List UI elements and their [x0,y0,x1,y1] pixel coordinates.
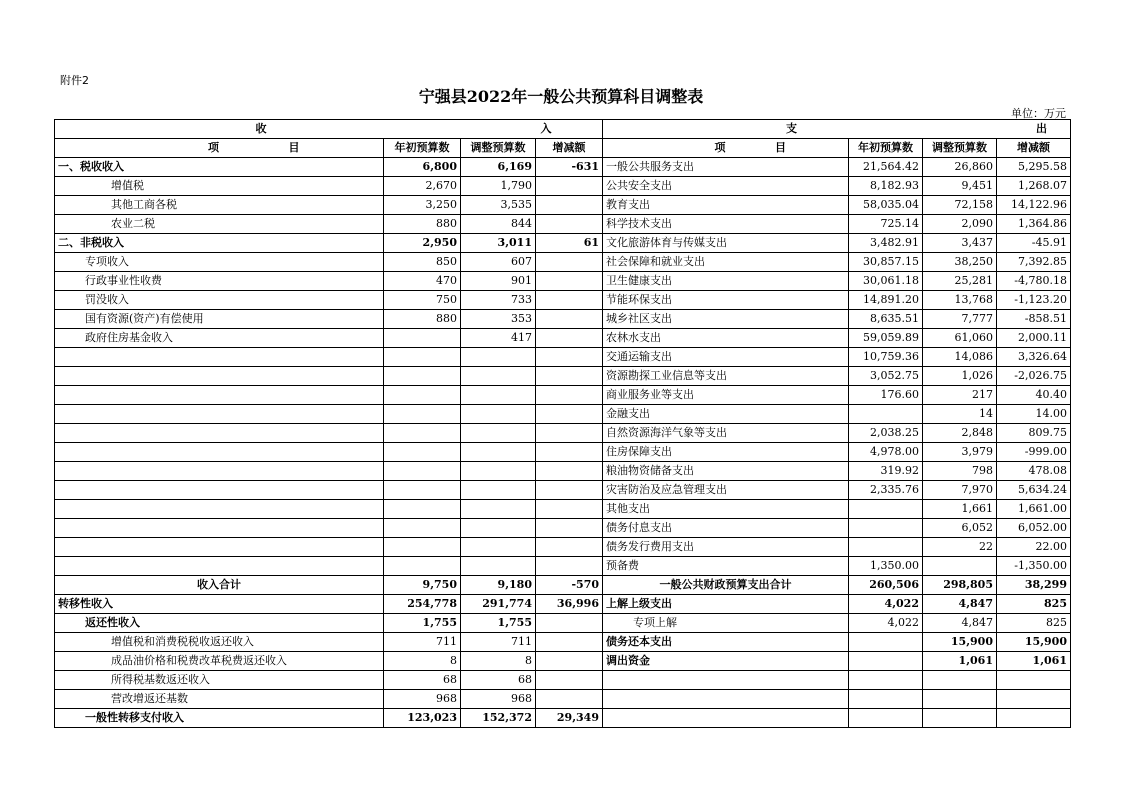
table-row [55,481,1071,500]
income-initial-header: 年初预算数 [384,139,461,158]
expense-initial [849,405,923,424]
income-label-2: 入 [540,122,552,135]
expense-adjusted [923,557,997,576]
expense-adjusted: 38,250 [923,253,997,272]
expense-initial: 4,022 [849,595,923,614]
expense-change [997,690,1071,709]
income-adjusted [461,557,536,576]
expense-item: 债务还本支出 [603,633,849,652]
income-initial: 123,023 [384,709,461,728]
expense-change: -858.51 [997,310,1071,329]
expense-change: 825 [997,595,1071,614]
income-initial: 68 [384,671,461,690]
table-row [55,158,1071,177]
expense-change: 14.00 [997,405,1071,424]
income-item [55,443,384,462]
income-item: 增值税 [55,177,384,196]
income-item: 政府住房基金收入 [55,329,384,348]
expense-label-2: 出 [1036,122,1047,135]
expense-adjusted: 9,451 [923,177,997,196]
expense-item: 文化旅游体育与传媒支出 [603,234,849,253]
expense-adjusted: 217 [923,386,997,405]
expense-initial: 10,759.36 [849,348,923,367]
income-adjusted: 3,011 [461,234,536,253]
expense-adjusted: 6,052 [923,519,997,538]
expense-item: 调出资金 [603,652,849,671]
income-item [55,462,384,481]
expense-adjusted: 298,805 [923,576,997,595]
income-initial: 880 [384,310,461,329]
income-change: 29,349 [536,709,603,728]
expense-adjusted: 2,848 [923,424,997,443]
income-initial [384,519,461,538]
income-initial [384,462,461,481]
income-adjusted [461,348,536,367]
expense-initial: 3,482.91 [849,234,923,253]
expense-item [603,671,849,690]
table-row [55,576,1071,595]
expense-item: 社会保障和就业支出 [603,253,849,272]
income-adjusted: 844 [461,215,536,234]
income-item [55,538,384,557]
expense-item: 其他支出 [603,500,849,519]
expense-initial: 2,335.76 [849,481,923,500]
income-change [536,367,603,386]
income-item: 转移性收入 [55,595,384,614]
table-row [55,196,1071,215]
table-row [55,272,1071,291]
expense-initial: 725.14 [849,215,923,234]
income-change [536,272,603,291]
income-adjusted: 1,755 [461,614,536,633]
income-initial: 2,950 [384,234,461,253]
income-adjusted [461,500,536,519]
expense-initial [849,690,923,709]
income-adjusted [461,538,536,557]
expense-adjusted: 14 [923,405,997,424]
expense-initial: 21,564.42 [849,158,923,177]
income-initial: 711 [384,633,461,652]
income-adjusted [461,481,536,500]
income-change [536,462,603,481]
income-initial: 1,755 [384,614,461,633]
expense-item-header [603,139,849,158]
table-row [55,614,1071,633]
expense-change: 40.40 [997,386,1071,405]
income-item: 一、税收收入 [55,158,384,177]
expense-item: 科学技术支出 [603,215,849,234]
expense-change: 2,000.11 [997,329,1071,348]
expense-initial: 2,038.25 [849,424,923,443]
page-title: 宁强县2022年一般公共预算科目调整表 [418,87,704,106]
expense-adjusted [923,690,997,709]
expense-adjusted [923,709,997,728]
expense-adjusted: 3,437 [923,234,997,253]
income-item [55,500,384,519]
income-change [536,215,603,234]
income-change [536,538,603,557]
income-adjusted: 8 [461,652,536,671]
expense-change: 3,326.64 [997,348,1071,367]
expense-change [997,709,1071,728]
income-adjusted: 607 [461,253,536,272]
table-row [55,405,1071,424]
income-item [55,557,384,576]
income-item [55,367,384,386]
expense-adjusted: 2,090 [923,215,997,234]
income-adjusted [461,443,536,462]
income-change [536,253,603,272]
income-item: 增值税和消费税税收返还收入 [55,633,384,652]
expense-item: 资源勘探工业信息等支出 [603,367,849,386]
income-initial: 254,778 [384,595,461,614]
income-adjusted: 68 [461,671,536,690]
expense-adjusted: 72,158 [923,196,997,215]
income-item: 专项收入 [55,253,384,272]
expense-item [603,709,849,728]
income-change [536,652,603,671]
income-change [536,671,603,690]
income-adjusted: 3,535 [461,196,536,215]
expense-initial-header: 年初预算数 [849,139,923,158]
expense-item: 城乡社区支出 [603,310,849,329]
table-row [55,348,1071,367]
income-item: 国有资源(资产)有偿使用 [55,310,384,329]
table-row [55,519,1071,538]
income-change [536,348,603,367]
income-initial: 968 [384,690,461,709]
table-row [55,234,1071,253]
expense-adjusted: 4,847 [923,595,997,614]
expense-adjusted: 15,900 [923,633,997,652]
expense-change: 38,299 [997,576,1071,595]
expense-item: 预备费 [603,557,849,576]
income-item-header [55,139,384,158]
expense-change: -1,350.00 [997,557,1071,576]
expense-change [997,671,1071,690]
expense-adjusted: 22 [923,538,997,557]
expense-item: 灾害防治及应急管理支出 [603,481,849,500]
expense-item: 商业服务业等支出 [603,386,849,405]
expense-item: 债务发行费用支出 [603,538,849,557]
expense-adjusted: 25,281 [923,272,997,291]
expense-initial: 3,052.75 [849,367,923,386]
income-item [55,424,384,443]
income-change: -570 [536,576,603,595]
header-row-columns [55,139,1071,158]
expense-item: 公共安全支出 [603,177,849,196]
table-row [55,690,1071,709]
table-row [55,424,1071,443]
income-adjusted: 417 [461,329,536,348]
item-label-2: 目 [288,141,300,154]
table-row [55,310,1071,329]
expense-item: 上解上级支出 [603,595,849,614]
income-initial: 470 [384,272,461,291]
expense-adjusted: 13,768 [923,291,997,310]
income-adjusted [461,405,536,424]
expense-initial: 14,891.20 [849,291,923,310]
table-row [55,367,1071,386]
income-initial: 3,250 [384,196,461,215]
income-item: 成品油价格和税费改革税费返还收入 [55,652,384,671]
expense-adjusted: 14,086 [923,348,997,367]
expense-initial [849,633,923,652]
unit-label: 单位：万元 [1011,107,1066,120]
table-row [55,671,1071,690]
expense-adjusted: 7,970 [923,481,997,500]
income-change [536,196,603,215]
income-initial [384,367,461,386]
expense-adjusted [923,671,997,690]
expense-initial [849,671,923,690]
expense-item: 粮油物资储备支出 [603,462,849,481]
expense-initial [849,519,923,538]
expense-adjusted-header: 调整预算数 [923,139,997,158]
table-row [55,215,1071,234]
income-adjusted: 291,774 [461,595,536,614]
expense-change: 7,392.85 [997,253,1071,272]
table-row [55,652,1071,671]
income-initial [384,405,461,424]
income-change: 61 [536,234,603,253]
item-label-1: 项 [714,141,726,154]
income-item: 二、非税收入 [55,234,384,253]
income-item: 行政事业性收费 [55,272,384,291]
expense-change: 809.75 [997,424,1071,443]
budget-table [54,119,1071,728]
expense-initial [849,709,923,728]
expense-adjusted: 1,661 [923,500,997,519]
income-change [536,310,603,329]
expense-item: 专项上解 [603,614,849,633]
expense-item: 债务付息支出 [603,519,849,538]
income-adjusted: 6,169 [461,158,536,177]
income-initial [384,424,461,443]
table-row [55,291,1071,310]
expense-item: 卫生健康支出 [603,272,849,291]
income-initial: 9,750 [384,576,461,595]
income-item: 营改增返还基数 [55,690,384,709]
income-adjusted: 152,372 [461,709,536,728]
table-row [55,595,1071,614]
expense-change: -2,026.75 [997,367,1071,386]
income-initial: 8 [384,652,461,671]
income-initial: 850 [384,253,461,272]
table-row [55,443,1071,462]
income-initial [384,481,461,500]
income-change [536,500,603,519]
expense-change: 825 [997,614,1071,633]
table-row [55,500,1071,519]
income-change: -631 [536,158,603,177]
income-initial [384,329,461,348]
income-item [55,405,384,424]
expense-section-header [603,120,1071,139]
income-adjusted: 353 [461,310,536,329]
income-item: 罚没收入 [55,291,384,310]
expense-item [603,690,849,709]
item-label-2: 目 [775,141,786,154]
income-adjusted [461,462,536,481]
income-initial: 6,800 [384,158,461,177]
expense-initial: 30,857.15 [849,253,923,272]
income-adjusted: 968 [461,690,536,709]
expense-adjusted: 1,061 [923,652,997,671]
expense-initial: 8,182.93 [849,177,923,196]
income-change [536,291,603,310]
expense-change: 14,122.96 [997,196,1071,215]
expense-label-1: 支 [786,122,797,135]
expense-adjusted: 1,026 [923,367,997,386]
expense-change: 478.08 [997,462,1071,481]
income-adjusted: 1,790 [461,177,536,196]
expense-change: 15,900 [997,633,1071,652]
expense-adjusted: 3,979 [923,443,997,462]
income-item: 农业二税 [55,215,384,234]
income-adjusted [461,519,536,538]
expense-initial [849,500,923,519]
income-change [536,443,603,462]
expense-initial: 4,978.00 [849,443,923,462]
expense-initial: 4,022 [849,614,923,633]
income-adjusted: 901 [461,272,536,291]
expense-change: 5,295.58 [997,158,1071,177]
income-initial [384,538,461,557]
header-row-section [55,120,1071,139]
income-initial [384,500,461,519]
expense-change: -4,780.18 [997,272,1071,291]
income-item [55,348,384,367]
income-item: 所得税基数返还收入 [55,671,384,690]
income-label-1: 收 [255,122,267,135]
table-row [55,557,1071,576]
expense-item: 农林水支出 [603,329,849,348]
expense-initial: 8,635.51 [849,310,923,329]
income-initial [384,348,461,367]
table-row [55,386,1071,405]
expense-initial: 319.92 [849,462,923,481]
expense-change: 5,634.24 [997,481,1071,500]
income-change [536,177,603,196]
expense-change: 22.00 [997,538,1071,557]
table-row [55,709,1071,728]
income-initial: 880 [384,215,461,234]
income-change [536,557,603,576]
expense-adjusted: 61,060 [923,329,997,348]
expense-adjusted: 4,847 [923,614,997,633]
income-initial: 750 [384,291,461,310]
income-change [536,614,603,633]
income-change [536,405,603,424]
expense-adjusted: 26,860 [923,158,997,177]
income-adjusted: 733 [461,291,536,310]
income-change [536,329,603,348]
table-row [55,253,1071,272]
table-row [55,177,1071,196]
expense-item: 教育支出 [603,196,849,215]
expense-change: -45.91 [997,234,1071,253]
income-change [536,690,603,709]
expense-initial: 176.60 [849,386,923,405]
expense-change: -1,123.20 [997,291,1071,310]
income-item [55,481,384,500]
expense-item: 自然资源海洋气象等支出 [603,424,849,443]
income-item: 一般性转移支付收入 [55,709,384,728]
income-change [536,633,603,652]
expense-item: 一般公共财政预算支出合计 [603,576,849,595]
income-change: 36,996 [536,595,603,614]
table-row [55,633,1071,652]
expense-initial: 30,061.18 [849,272,923,291]
expense-change: 1,661.00 [997,500,1071,519]
income-adjusted [461,367,536,386]
expense-change-header: 增减额 [997,139,1071,158]
income-change-header: 增减额 [536,139,603,158]
income-change [536,481,603,500]
income-change [536,519,603,538]
expense-item: 金融支出 [603,405,849,424]
income-adjusted-header: 调整预算数 [461,139,536,158]
income-initial [384,386,461,405]
income-change [536,424,603,443]
income-item: 其他工商各税 [55,196,384,215]
expense-item: 住房保障支出 [603,443,849,462]
expense-item: 交通运输支出 [603,348,849,367]
expense-initial [849,538,923,557]
table-row [55,329,1071,348]
income-adjusted [461,424,536,443]
income-initial [384,557,461,576]
expense-change: -999.00 [997,443,1071,462]
expense-item: 一般公共服务支出 [603,158,849,177]
attachment-label: 附件2 [60,74,89,87]
income-initial: 2,670 [384,177,461,196]
income-item [55,386,384,405]
expense-item: 节能环保支出 [603,291,849,310]
income-item [55,519,384,538]
expense-initial: 58,035.04 [849,196,923,215]
income-adjusted [461,386,536,405]
income-change [536,386,603,405]
expense-change: 6,052.00 [997,519,1071,538]
table-row [55,538,1071,557]
table-row [55,462,1071,481]
income-section-header [55,120,603,139]
item-label-1: 项 [208,141,219,154]
income-adjusted: 9,180 [461,576,536,595]
income-item: 返还性收入 [55,614,384,633]
income-initial [384,443,461,462]
expense-adjusted: 798 [923,462,997,481]
expense-change: 1,061 [997,652,1071,671]
expense-change: 1,268.07 [997,177,1071,196]
income-item: 收入合计 [55,576,384,595]
income-adjusted: 711 [461,633,536,652]
expense-initial: 59,059.89 [849,329,923,348]
expense-initial [849,652,923,671]
expense-initial: 1,350.00 [849,557,923,576]
expense-adjusted: 7,777 [923,310,997,329]
expense-change: 1,364.86 [997,215,1071,234]
expense-initial: 260,506 [849,576,923,595]
